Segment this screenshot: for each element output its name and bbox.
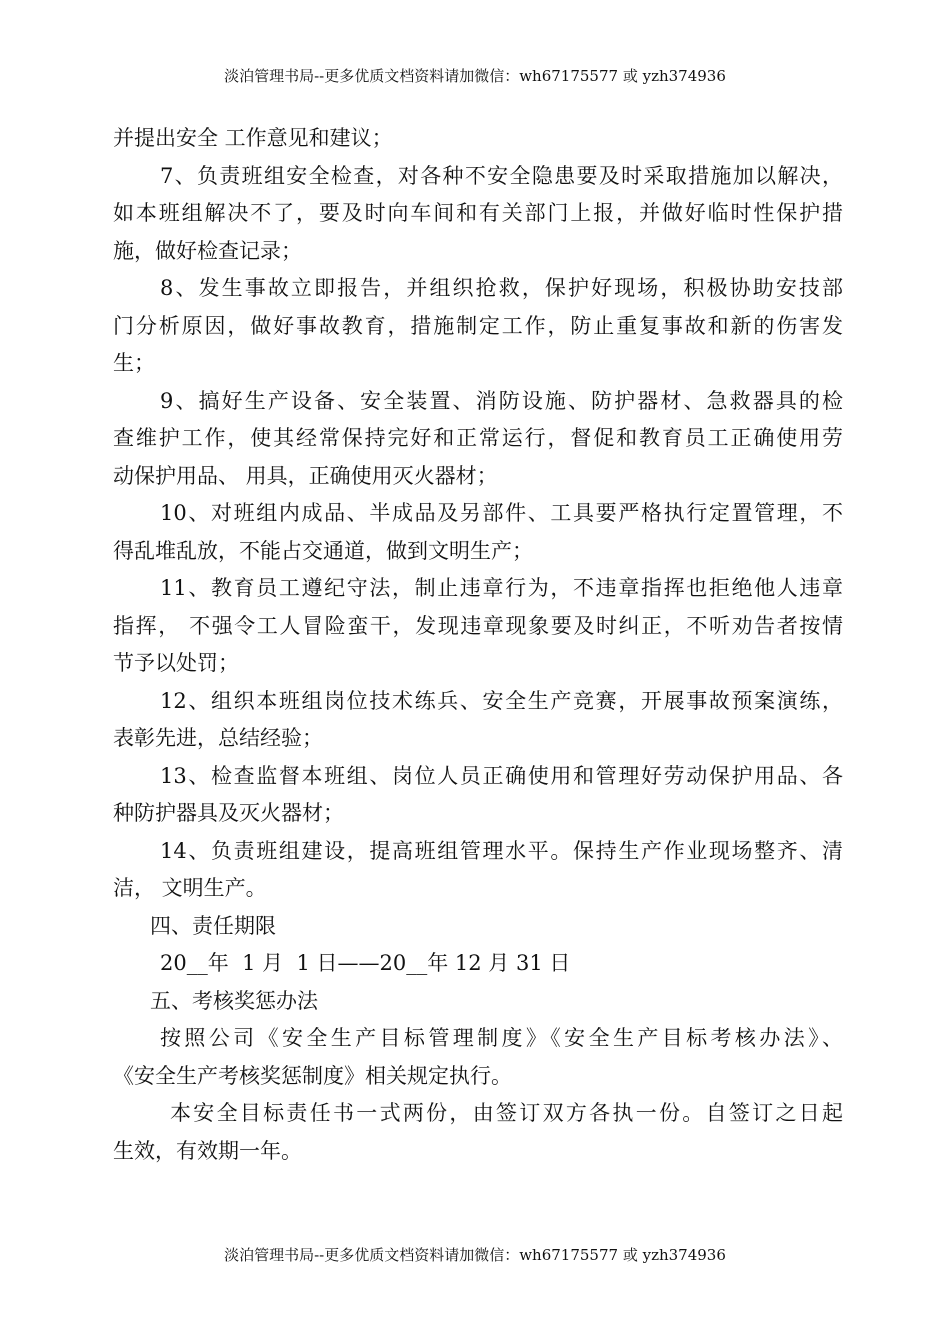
text-line: 20__年 1 月 1 日——20__年 12 月 31 日 [160,951,571,975]
page-header: 淡泊管理书局--更多优质文档资料请加微信：wh67175577 或 yzh374936 [224,67,726,85]
text-line: 指挥， 不强令工人冒险蛮干，发现违章现象要及时纠正，不听劝告者按情 [113,613,843,638]
text-line: 12、组织本班组岗位技术练兵、安全生产竞赛，开展事故预案演练， [160,688,843,713]
text-line: 13、检查监督本班组、岗位人员正确使用和管理好劳动保护用品、各 [160,763,843,788]
text-line: 得乱堆乱放，不能占交通道，做到文明生产； [113,538,533,563]
text-line: 按照公司《安全生产目标管理制度》《安全生产目标考核办法》、 [160,1026,843,1050]
text-line: 施，做好检查记录； [113,238,302,263]
text-line: 洁， 文明生产。 [113,876,267,900]
text-line: 查维护工作，使其经常保持完好和正常运行，督促和教育员工正确使用劳 [113,426,843,450]
text-line: 生效，有效期一年。 [113,1138,302,1163]
text-line: 《安全生产考核奖惩制度》相关规定执行。 [113,1063,512,1088]
text-line: 生； [113,351,155,375]
text-line: 五、考核奖惩办法 [150,988,318,1013]
text-line: 种防护器具及灭火器材； [113,801,344,825]
text-line: 8、发生事故立即报告，并组织抢救，保护好现场，积极协助安技部 [160,276,843,300]
text-line: 如本班组解决不了，要及时向车间和有关部门上报，并做好临时性保护措 [113,201,843,225]
text-line: 四、责任期限 [150,913,276,938]
text-line: 动保护用品、 用具，正确使用灭火器材； [113,463,498,488]
text-line: 14、负责班组建设，提高班组管理水平。保持生产作业现场整齐、清 [160,838,843,863]
text-line: 7、负责班组安全检查，对各种不安全隐患要及时采取措施加以解决， [160,163,843,188]
document-body [113,120,843,1170]
text-line: 表彰先进，总结经验； [113,726,323,750]
page-footer: 淡泊管理书局--更多优质文档资料请加微信：wh67175577 或 yzh374936 [224,1246,726,1264]
text-line: 10、对班组内成品、半成品及另部件、工具要严格执行定置管理，不 [160,501,843,525]
text-line: 11、教育员工遵纪守法，制止违章行为，不违章指挥也拒绝他人违章 [160,576,843,600]
text-line: 节予以处罚； [113,651,239,675]
text-line: 本安全目标责任书一式两份，由签订双方各执一份。自签订之日起 [170,1101,843,1125]
text-line: 9、搞好生产设备、安全装置、消防设施、防护器材、急救器具的检 [160,388,843,413]
text-line: 并提出安全 工作意见和建议； [113,126,393,150]
text-line: 门分析原因，做好事故教育，措施制定工作，防止重复事故和新的伤害发 [113,313,843,338]
